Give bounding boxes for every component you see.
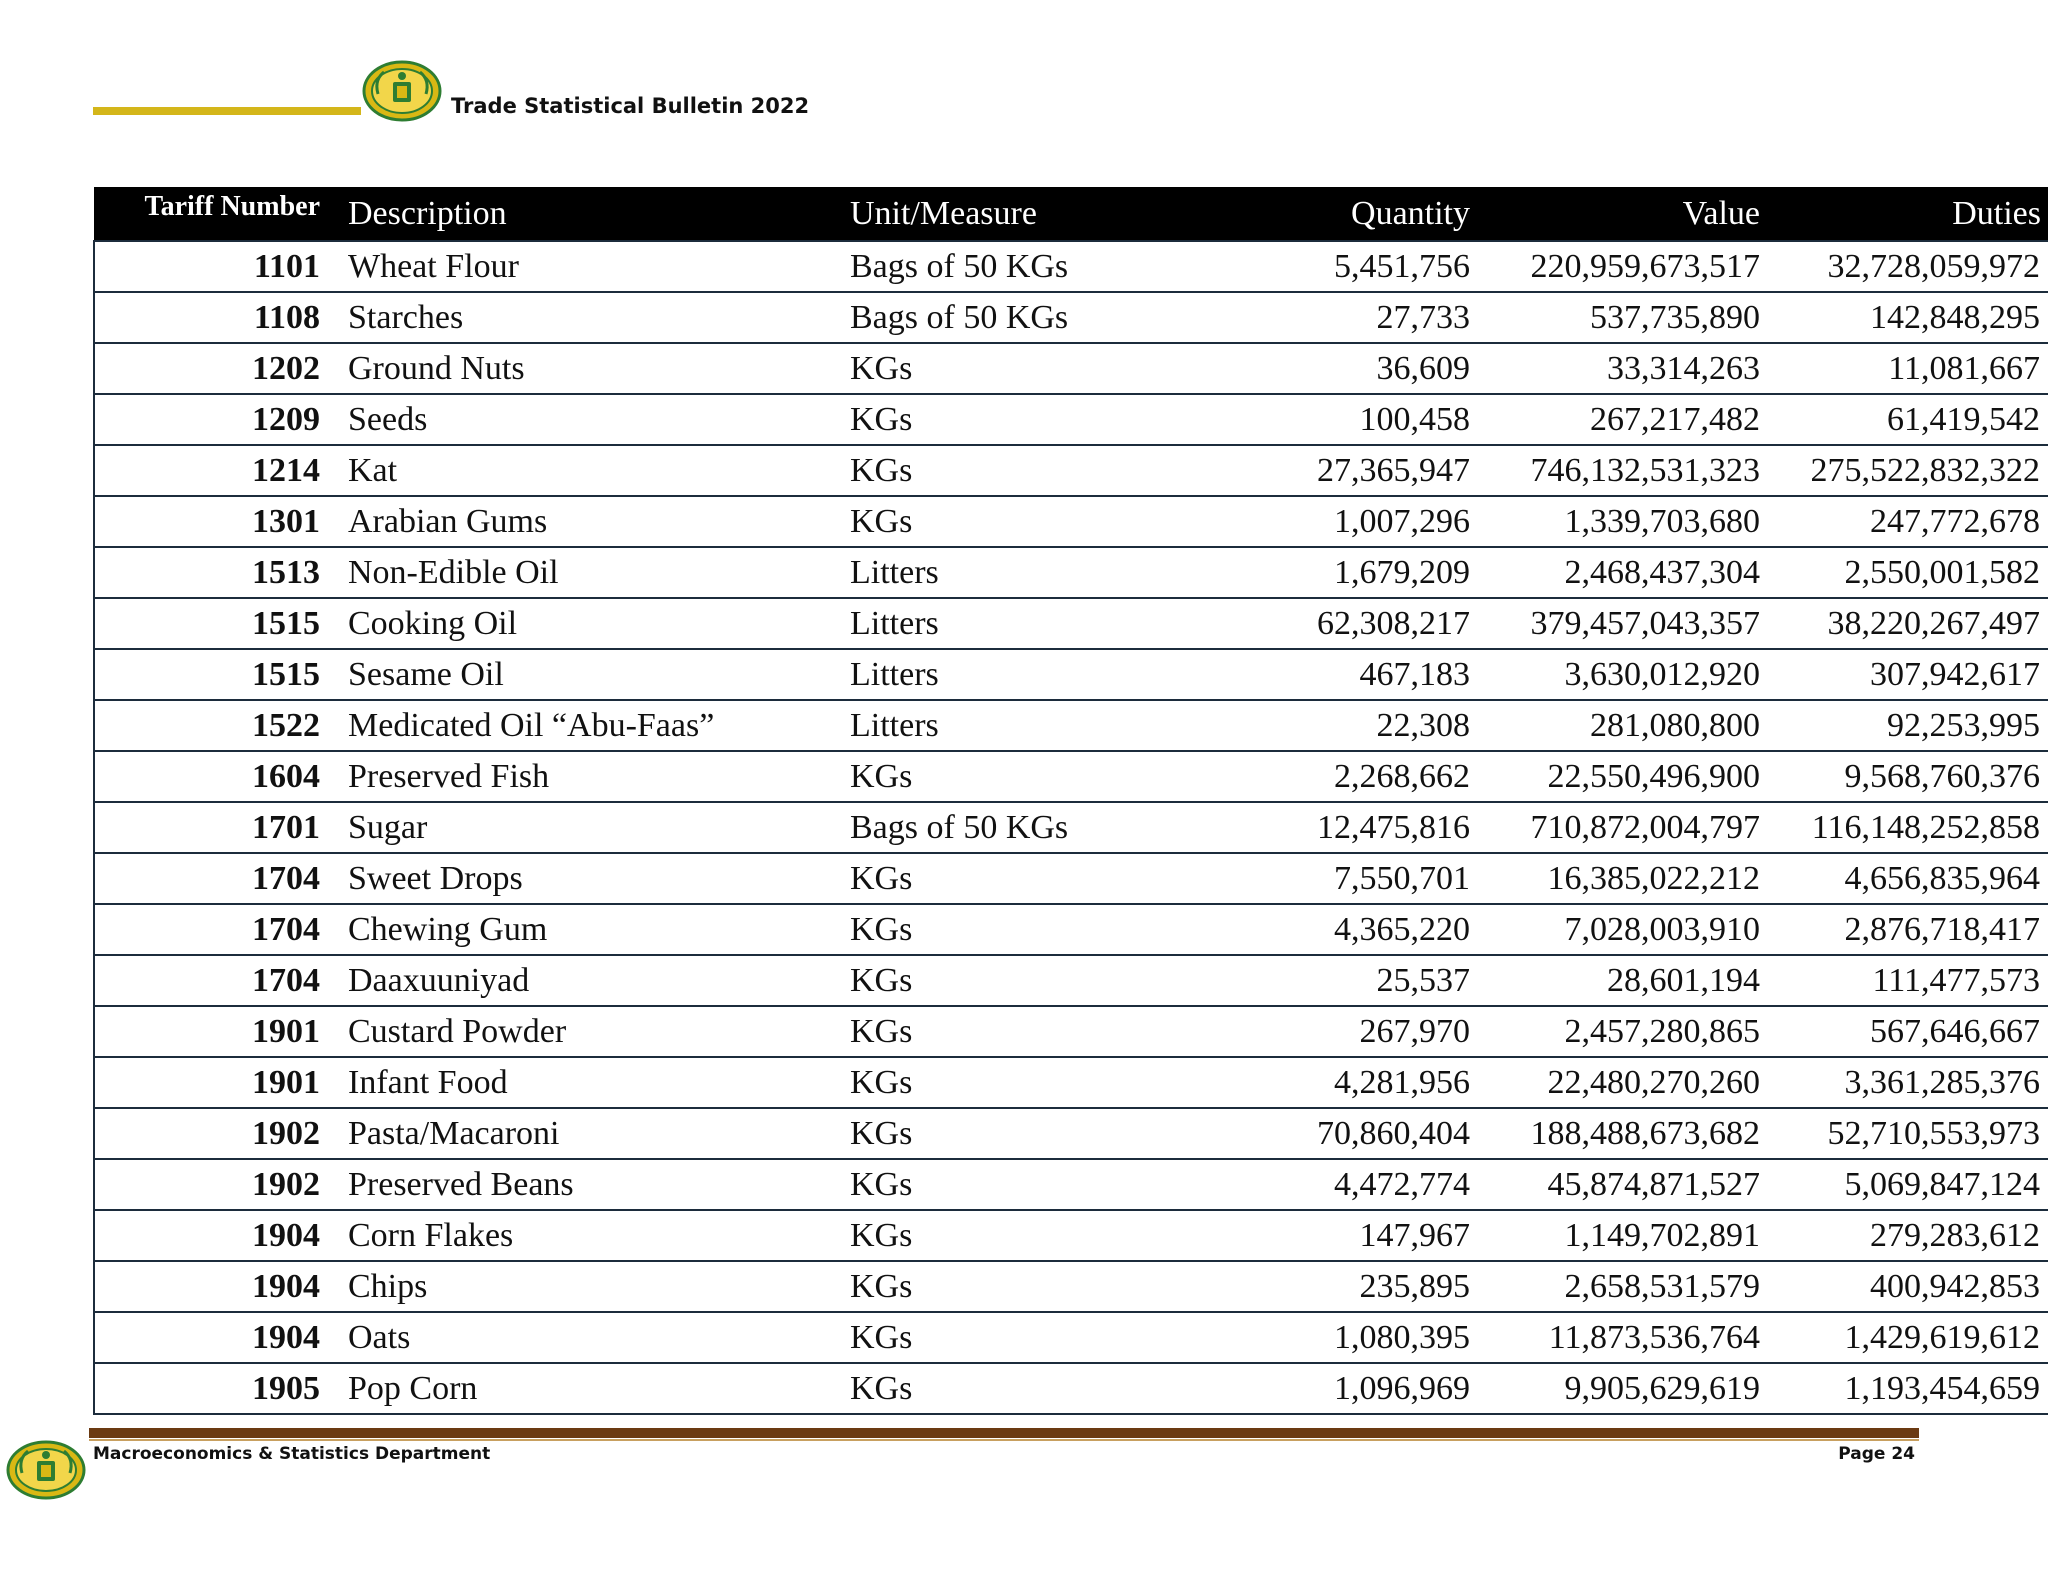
trade-statistics-table [93,187,2048,1415]
column-header-quantity: Quantity [1209,187,1486,241]
duties-cell: 307,942,617 [1776,649,2048,700]
value-cell: 2,457,280,865 [1486,1006,1776,1057]
value-cell: 379,457,043,357 [1486,598,1776,649]
unit-measure-cell: Bags of 50 KGs [840,802,1209,853]
column-header-duties: Duties [1776,187,2048,241]
unit-measure-cell: KGs [840,1006,1209,1057]
duties-cell: 1,429,619,612 [1776,1312,2048,1363]
value-cell: 7,028,003,910 [1486,904,1776,955]
quantity-cell: 62,308,217 [1209,598,1486,649]
unit-measure-cell: KGs [840,1312,1209,1363]
unit-measure-cell: KGs [840,853,1209,904]
value-cell: 2,468,437,304 [1486,547,1776,598]
quantity-cell: 235,895 [1209,1261,1486,1312]
tariff-number-cell: 1522 [94,700,342,751]
unit-measure-cell: KGs [840,1108,1209,1159]
table-row [94,547,2048,598]
duties-cell: 116,148,252,858 [1776,802,2048,853]
tariff-number-cell: 1704 [94,955,342,1006]
unit-measure-cell: Litters [840,700,1209,751]
description-cell: Chewing Gum [342,904,840,955]
unit-measure-cell: KGs [840,904,1209,955]
unit-measure-cell: KGs [840,1210,1209,1261]
table-row [94,292,2048,343]
table-header-row [94,187,2048,241]
table-row [94,343,2048,394]
table-row [94,1363,2048,1414]
quantity-cell: 27,733 [1209,292,1486,343]
footer-divider-accent [89,1439,1919,1441]
duties-cell: 38,220,267,497 [1776,598,2048,649]
table-row [94,955,2048,1006]
unit-measure-cell: Litters [840,649,1209,700]
tariff-number-cell: 1515 [94,649,342,700]
unit-measure-cell: KGs [840,343,1209,394]
table-row [94,394,2048,445]
tariff-number-cell: 1701 [94,802,342,853]
quantity-cell: 1,679,209 [1209,547,1486,598]
quantity-cell: 267,970 [1209,1006,1486,1057]
column-header-tariff-number: Tariff Number [94,187,342,241]
duties-cell: 142,848,295 [1776,292,2048,343]
value-cell: 28,601,194 [1486,955,1776,1006]
value-cell: 1,149,702,891 [1486,1210,1776,1261]
quantity-cell: 12,475,816 [1209,802,1486,853]
description-cell: Kat [342,445,840,496]
quantity-cell: 22,308 [1209,700,1486,751]
tariff-number-cell: 1214 [94,445,342,496]
value-cell: 45,874,871,527 [1486,1159,1776,1210]
quantity-cell: 36,609 [1209,343,1486,394]
unit-measure-cell: KGs [840,1363,1209,1414]
table-row [94,1108,2048,1159]
value-cell: 188,488,673,682 [1486,1108,1776,1159]
value-cell: 2,658,531,579 [1486,1261,1776,1312]
table-row [94,445,2048,496]
unit-measure-cell: Litters [840,598,1209,649]
description-cell: Starches [342,292,840,343]
unit-measure-cell: KGs [840,1261,1209,1312]
description-cell: Sweet Drops [342,853,840,904]
value-cell: 33,314,263 [1486,343,1776,394]
duties-cell: 5,069,847,124 [1776,1159,2048,1210]
duties-cell: 2,876,718,417 [1776,904,2048,955]
tariff-number-cell: 1905 [94,1363,342,1414]
description-cell: Daaxuuniyad [342,955,840,1006]
quantity-cell: 4,365,220 [1209,904,1486,955]
value-cell: 537,735,890 [1486,292,1776,343]
tariff-number-cell: 1901 [94,1006,342,1057]
page-number: Page 24 [1838,1444,1915,1464]
quantity-cell: 1,080,395 [1209,1312,1486,1363]
table-row [94,1261,2048,1312]
value-cell: 710,872,004,797 [1486,802,1776,853]
description-cell: Medicated Oil “Abu-Faas” [342,700,840,751]
unit-measure-cell: KGs [840,445,1209,496]
tariff-number-cell: 1901 [94,1057,342,1108]
description-cell: Chips [342,1261,840,1312]
table-row [94,802,2048,853]
tariff-number-cell: 1513 [94,547,342,598]
table-row [94,1312,2048,1363]
description-cell: Corn Flakes [342,1210,840,1261]
value-cell: 1,339,703,680 [1486,496,1776,547]
column-header-unit-measure: Unit/Measure [840,187,1209,241]
table-row [94,751,2048,802]
unit-measure-cell: Bags of 50 KGs [840,241,1209,292]
duties-cell: 111,477,573 [1776,955,2048,1006]
description-cell: Sesame Oil [342,649,840,700]
duties-cell: 92,253,995 [1776,700,2048,751]
duties-cell: 9,568,760,376 [1776,751,2048,802]
tariff-number-cell: 1604 [94,751,342,802]
footer-department: Macroeconomics & Statistics Department [93,1444,491,1464]
value-cell: 746,132,531,323 [1486,445,1776,496]
table-row [94,598,2048,649]
description-cell: Preserved Beans [342,1159,840,1210]
description-cell: Ground Nuts [342,343,840,394]
table-row [94,700,2048,751]
description-cell: Pasta/Macaroni [342,1108,840,1159]
unit-measure-cell: KGs [840,1057,1209,1108]
quantity-cell: 1,007,296 [1209,496,1486,547]
quantity-cell: 4,472,774 [1209,1159,1486,1210]
quantity-cell: 7,550,701 [1209,853,1486,904]
unit-measure-cell: KGs [840,394,1209,445]
tariff-number-cell: 1108 [94,292,342,343]
value-cell: 22,480,270,260 [1486,1057,1776,1108]
value-cell: 3,630,012,920 [1486,649,1776,700]
table-row [94,241,2048,292]
tariff-number-cell: 1904 [94,1312,342,1363]
quantity-cell: 467,183 [1209,649,1486,700]
duties-cell: 2,550,001,582 [1776,547,2048,598]
value-cell: 281,080,800 [1486,700,1776,751]
description-cell: Sugar [342,802,840,853]
tariff-number-cell: 1904 [94,1210,342,1261]
unit-measure-cell: Bags of 50 KGs [840,292,1209,343]
description-cell: Non-Edible Oil [342,547,840,598]
quantity-cell: 100,458 [1209,394,1486,445]
description-cell: Preserved Fish [342,751,840,802]
duties-cell: 3,361,285,376 [1776,1057,2048,1108]
description-cell: Cooking Oil [342,598,840,649]
unit-measure-cell: Litters [840,547,1209,598]
quantity-cell: 27,365,947 [1209,445,1486,496]
duties-cell: 247,772,678 [1776,496,2048,547]
value-cell: 22,550,496,900 [1486,751,1776,802]
tariff-number-cell: 1101 [94,241,342,292]
national-emblem-icon [5,1440,87,1500]
value-cell: 9,905,629,619 [1486,1363,1776,1414]
quantity-cell: 2,268,662 [1209,751,1486,802]
table-row [94,1159,2048,1210]
column-header-value: Value [1486,187,1776,241]
description-cell: Custard Powder [342,1006,840,1057]
value-cell: 11,873,536,764 [1486,1312,1776,1363]
unit-measure-cell: KGs [840,496,1209,547]
description-cell: Arabian Gums [342,496,840,547]
quantity-cell: 25,537 [1209,955,1486,1006]
duties-cell: 52,710,553,973 [1776,1108,2048,1159]
duties-cell: 1,193,454,659 [1776,1363,2048,1414]
duties-cell: 61,419,542 [1776,394,2048,445]
description-cell: Seeds [342,394,840,445]
quantity-cell: 4,281,956 [1209,1057,1486,1108]
duties-cell: 11,081,667 [1776,343,2048,394]
quantity-cell: 5,451,756 [1209,241,1486,292]
unit-measure-cell: KGs [840,751,1209,802]
unit-measure-cell: KGs [840,1159,1209,1210]
quantity-cell: 70,860,404 [1209,1108,1486,1159]
tariff-number-cell: 1704 [94,904,342,955]
description-cell: Oats [342,1312,840,1363]
tariff-number-cell: 1301 [94,496,342,547]
description-cell: Infant Food [342,1057,840,1108]
table-row [94,853,2048,904]
quantity-cell: 147,967 [1209,1210,1486,1261]
tariff-number-cell: 1902 [94,1159,342,1210]
table-body [94,241,2048,1414]
duties-cell: 567,646,667 [1776,1006,2048,1057]
duties-cell: 32,728,059,972 [1776,241,2048,292]
header-accent-bar [93,107,361,115]
quantity-cell: 1,096,969 [1209,1363,1486,1414]
table-row [94,1057,2048,1108]
description-cell: Pop Corn [342,1363,840,1414]
national-emblem-icon [362,60,442,122]
tariff-number-cell: 1902 [94,1108,342,1159]
table-row [94,496,2048,547]
column-header-description: Description [342,187,840,241]
duties-cell: 275,522,832,322 [1776,445,2048,496]
table-row [94,904,2048,955]
tariff-number-cell: 1704 [94,853,342,904]
duties-cell: 400,942,853 [1776,1261,2048,1312]
duties-cell: 4,656,835,964 [1776,853,2048,904]
tariff-number-cell: 1904 [94,1261,342,1312]
tariff-number-cell: 1202 [94,343,342,394]
tariff-number-cell: 1515 [94,598,342,649]
table-row [94,649,2048,700]
bulletin-title: Trade Statistical Bulletin 2022 [451,94,810,118]
value-cell: 267,217,482 [1486,394,1776,445]
table-row [94,1210,2048,1261]
table-row [94,1006,2048,1057]
unit-measure-cell: KGs [840,955,1209,1006]
value-cell: 16,385,022,212 [1486,853,1776,904]
description-cell: Wheat Flour [342,241,840,292]
value-cell: 220,959,673,517 [1486,241,1776,292]
tariff-number-cell: 1209 [94,394,342,445]
duties-cell: 279,283,612 [1776,1210,2048,1261]
footer-divider [89,1428,1919,1438]
